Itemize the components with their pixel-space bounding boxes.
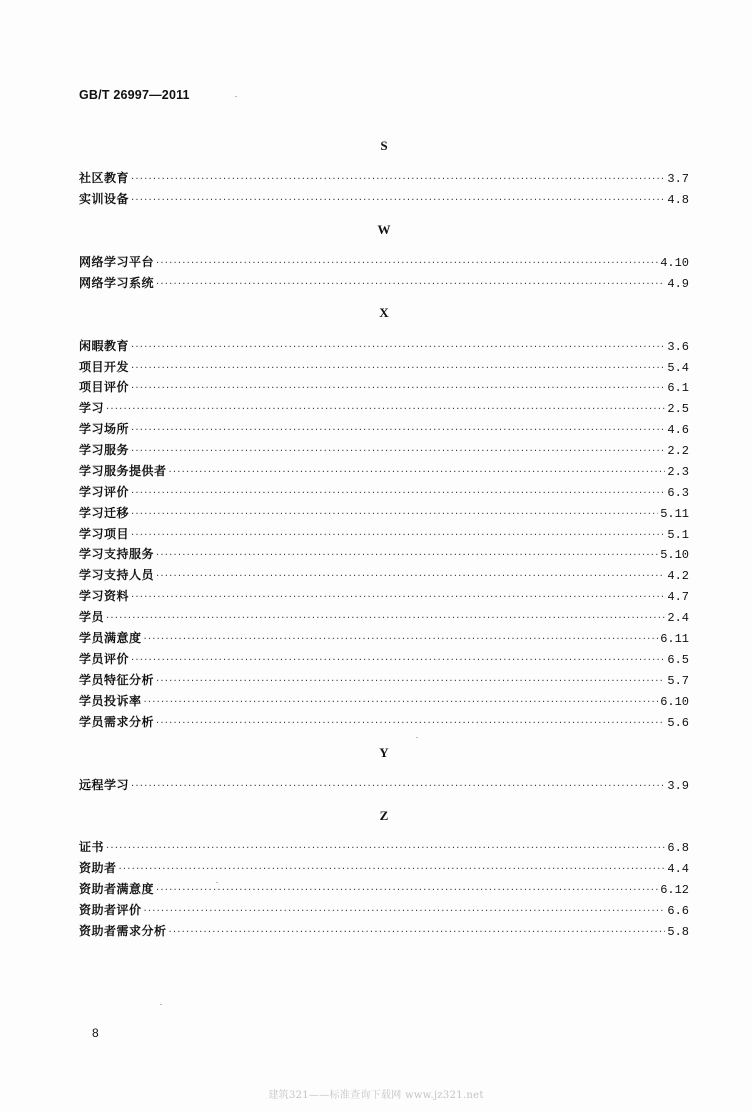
watermark-text: 建筑321——标准查询下载网 www.jz321.net: [268, 1090, 484, 1101]
entry-reference: 4.2: [667, 569, 689, 583]
entry-reference: 5.4: [667, 361, 689, 375]
index-entry: [79, 922, 689, 940]
dot-leader: [144, 631, 659, 649]
entry-reference: 6.11: [660, 632, 689, 646]
entry-reference: 5.11: [660, 507, 689, 521]
index-entry: [79, 566, 689, 584]
entry-term: 证书: [79, 840, 105, 854]
index-entry: [79, 274, 689, 292]
dot-leader: [144, 903, 666, 921]
index-entry: [79, 608, 689, 626]
dot-leader: [169, 464, 666, 482]
scan-speck: [216, 882, 218, 883]
dot-leader: [156, 715, 665, 733]
dot-leader: [131, 192, 665, 210]
entry-term: 学员: [79, 610, 105, 624]
scan-speck: [160, 1004, 162, 1005]
entry-reference: 5.10: [660, 548, 689, 562]
entry-reference: 3.6: [667, 340, 689, 354]
dot-leader: [131, 527, 665, 545]
entry-term: 学习场所: [79, 422, 130, 436]
section-letter-w: W: [377, 222, 391, 237]
index-entry: [79, 504, 689, 522]
dot-leader: [106, 840, 665, 858]
scan-speck: [416, 737, 418, 738]
index-entry: [79, 483, 689, 501]
entry-term: 项目评价: [79, 380, 130, 394]
dot-leader: [156, 276, 665, 294]
entry-reference: 6.12: [660, 883, 689, 897]
entry-term: 学员需求分析: [79, 715, 155, 729]
entry-term: 闲暇教育: [79, 339, 130, 353]
entry-term: 社区教育: [79, 171, 130, 185]
page-number: 8: [92, 1026, 99, 1040]
section-letter-z: Z: [379, 808, 389, 823]
dot-leader: [131, 485, 665, 503]
dot-leader: [106, 610, 665, 628]
entry-term: 资助者: [79, 861, 117, 875]
entry-term: 学习服务提供者: [79, 464, 167, 478]
entry-reference: 5.1: [667, 528, 689, 542]
dot-leader: [131, 360, 665, 378]
entry-term: 学习服务: [79, 443, 130, 457]
entry-term: 资助者需求分析: [79, 924, 167, 938]
index-entry: [79, 629, 689, 647]
entry-term: 实训设备: [79, 192, 130, 206]
entry-reference: 2.4: [667, 611, 689, 625]
index-entry: [79, 399, 689, 417]
entry-term: 网络学习系统: [79, 276, 155, 290]
entry-reference: 4.7: [667, 590, 689, 604]
index-entry: [79, 253, 689, 271]
entry-reference: 6.10: [660, 695, 689, 709]
dot-leader: [144, 694, 659, 712]
entry-reference: 4.8: [667, 193, 689, 207]
entry-reference: 4.10: [660, 256, 689, 270]
entry-reference: 4.4: [667, 862, 689, 876]
index-entry: [79, 441, 689, 459]
entry-term: 学员评价: [79, 652, 130, 666]
entry-reference: 6.3: [667, 486, 689, 500]
index-entry: [79, 692, 689, 710]
dot-leader: [156, 255, 658, 273]
dot-leader: [131, 339, 665, 357]
entry-reference: 6.8: [667, 841, 689, 855]
section-letter-s: S: [380, 138, 388, 153]
dot-leader: [131, 506, 658, 524]
entry-term: 网络学习平台: [79, 255, 155, 269]
index-entry: [79, 650, 689, 668]
entry-reference: 2.5: [667, 402, 689, 416]
dot-leader: [131, 443, 665, 461]
entry-reference: 6.6: [667, 904, 689, 918]
entry-term: 远程学习: [79, 778, 130, 792]
index-entry: [79, 462, 689, 480]
index-entry: [79, 190, 689, 208]
dot-leader: [156, 882, 658, 900]
entry-term: 学习: [79, 401, 105, 415]
entry-reference: 6.1: [667, 381, 689, 395]
index-entry: [79, 358, 689, 376]
index-entry: [79, 859, 689, 877]
entry-reference: 3.7: [667, 172, 689, 186]
index-entry: [79, 169, 689, 187]
entry-reference: 5.6: [667, 716, 689, 730]
entry-reference: 5.7: [667, 674, 689, 688]
entry-reference: 3.9: [667, 779, 689, 793]
index-entry: [79, 420, 689, 438]
entry-term: 资助者评价: [79, 903, 142, 917]
dot-leader: [119, 861, 666, 879]
index-entry: [79, 713, 689, 731]
dot-leader: [131, 589, 665, 607]
index-entry: [79, 838, 689, 856]
entry-reference: 2.2: [667, 444, 689, 458]
index-entry: [79, 671, 689, 689]
entry-term: 资助者满意度: [79, 882, 155, 896]
dot-leader: [106, 401, 665, 419]
entry-reference: 5.8: [667, 925, 689, 939]
entry-term: 学员投诉率: [79, 694, 142, 708]
dot-leader: [169, 924, 666, 942]
index-entry: [79, 901, 689, 919]
entry-reference: 4.6: [667, 423, 689, 437]
index-entry: [79, 337, 689, 355]
entry-term: 项目开发: [79, 360, 130, 374]
entry-term: 学员特征分析: [79, 673, 155, 687]
entry-term: 学习支持服务: [79, 547, 155, 561]
index-entry: [79, 776, 689, 794]
index-entry: [79, 587, 689, 605]
entry-term: 学习评价: [79, 485, 130, 499]
index-entry: [79, 525, 689, 543]
section-letter-x: X: [379, 305, 389, 320]
dot-leader: [131, 380, 665, 398]
index-entry: [79, 880, 689, 898]
entry-reference: 6.5: [667, 653, 689, 667]
dot-leader: [156, 568, 665, 586]
dot-leader: [131, 652, 665, 670]
entry-reference: 4.9: [667, 277, 689, 291]
standard-number: GB/T 26997—2011: [79, 88, 190, 102]
dot-leader: [131, 778, 665, 796]
index-entry: [79, 545, 689, 563]
dot-leader: [131, 422, 665, 440]
scan-speck: [235, 96, 237, 97]
dot-leader: [156, 673, 665, 691]
entry-term: 学习支持人员: [79, 568, 155, 582]
section-letter-y: Y: [379, 745, 389, 760]
entry-term: 学习资料: [79, 589, 130, 603]
entry-term: 学习迁移: [79, 506, 130, 520]
entry-term: 学员满意度: [79, 631, 142, 645]
index-entry: [79, 378, 689, 396]
dot-leader: [156, 547, 658, 565]
entry-term: 学习项目: [79, 527, 130, 541]
dot-leader: [131, 171, 665, 189]
entry-reference: 2.3: [667, 465, 689, 479]
